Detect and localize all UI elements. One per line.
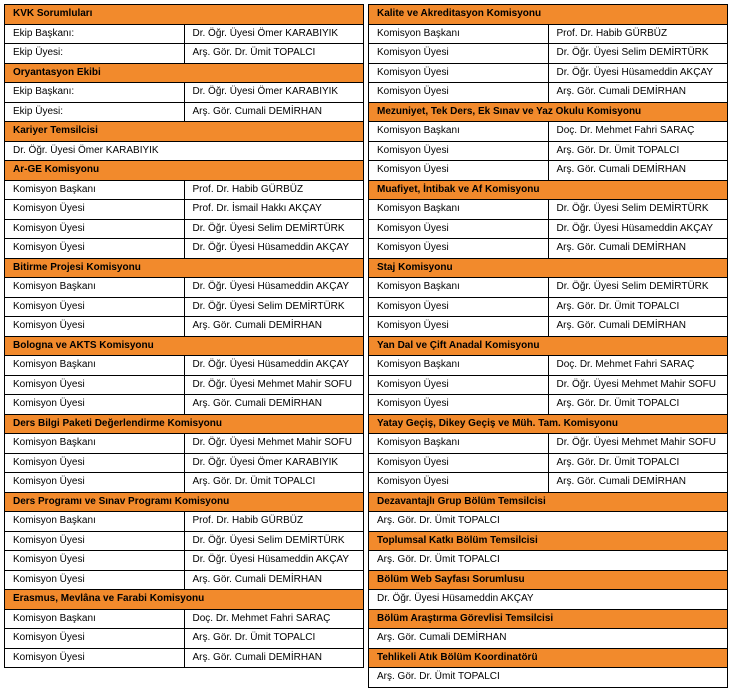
section-title: Kariyer Temsilcisi [5, 122, 364, 142]
section-title: Ders Programı ve Sınav Programı Komisyonu [5, 492, 364, 512]
role-label: Komisyon Başkanı [5, 434, 185, 454]
table-row [369, 668, 728, 688]
member-name: Prof. Dr. Habib GÜRBÜZ [184, 180, 364, 200]
member-name: Dr. Öğr. Üyesi Mehmet Mahir SOFU [548, 375, 728, 395]
left-committee-table [4, 4, 364, 668]
section-header-row [5, 414, 364, 434]
role-label: Komisyon Üyesi [5, 531, 185, 551]
table-row [369, 317, 728, 337]
table-row [369, 297, 728, 317]
role-label: Komisyon Üyesi [369, 317, 549, 337]
role-label: Komisyon Üyesi [5, 375, 185, 395]
role-label: Ekip Başkanı: [5, 83, 185, 103]
role-label: Komisyon Üyesi [369, 297, 549, 317]
member-name: Dr. Öğr. Üyesi Hüsameddin AKÇAY [184, 239, 364, 259]
member-name: Dr. Öğr. Üyesi Selim DEMİRTÜRK [548, 44, 728, 64]
role-label: Komisyon Başkanı [369, 122, 549, 142]
left-column [4, 4, 364, 668]
member-name: Arş. Gör. Dr. Ümit TOPALCI [548, 453, 728, 473]
section-header-row [369, 258, 728, 278]
table-row [5, 297, 364, 317]
table-row [369, 473, 728, 493]
role-label: Komisyon Üyesi [5, 200, 185, 220]
table-row [5, 200, 364, 220]
table-row [5, 219, 364, 239]
role-label: Komisyon Başkanı [369, 278, 549, 298]
member-name: Arş. Gör. Cumali DEMİRHAN [369, 629, 728, 649]
table-row [5, 141, 364, 161]
right-column [368, 4, 728, 688]
section-title: Ders Bilgi Paketi Değerlendirme Komisyonu [5, 414, 364, 434]
table-row [369, 239, 728, 259]
table-row [5, 317, 364, 337]
role-label: Ekip Üyesi: [5, 44, 185, 64]
member-name: Dr. Öğr. Üyesi Mehmet Mahir SOFU [184, 375, 364, 395]
section-header-row [369, 531, 728, 551]
member-name: Arş. Gör. Cumali DEMİRHAN [548, 83, 728, 103]
role-label: Komisyon Üyesi [369, 375, 549, 395]
section-header-row [5, 590, 364, 610]
section-header-row [5, 5, 364, 25]
section-title: Yatay Geçiş, Dikey Geçiş ve Müh. Tam. Komisyonu [369, 414, 728, 434]
role-label: Komisyon Üyesi [369, 44, 549, 64]
table-row [369, 200, 728, 220]
section-header-row [5, 161, 364, 181]
role-label: Komisyon Üyesi [5, 570, 185, 590]
section-header-row [5, 258, 364, 278]
section-header-row [369, 648, 728, 668]
member-name: Dr. Öğr. Üyesi Hüsameddin AKÇAY [184, 278, 364, 298]
section-title: Kalite ve Akreditasyon Komisyonu [369, 5, 728, 25]
table-row [369, 512, 728, 532]
member-name: Arş. Gör. Cumali DEMİRHAN [184, 570, 364, 590]
member-name: Dr. Öğr. Üyesi Ömer KARABIYIK [184, 83, 364, 103]
member-name: Dr. Öğr. Üyesi Hüsameddin AKÇAY [184, 551, 364, 571]
table-row [5, 609, 364, 629]
member-name: Prof. Dr. İsmail Hakkı AKÇAY [184, 200, 364, 220]
section-header-row [369, 102, 728, 122]
member-name: Arş. Gör. Cumali DEMİRHAN [548, 473, 728, 493]
table-row [369, 83, 728, 103]
member-name: Dr. Öğr. Üyesi Mehmet Mahir SOFU [548, 434, 728, 454]
section-title: KVK Sorumluları [5, 5, 364, 25]
role-label: Komisyon Başkanı [5, 180, 185, 200]
role-label: Komisyon Üyesi [369, 395, 549, 415]
table-row [5, 531, 364, 551]
role-label: Komisyon Üyesi [369, 239, 549, 259]
table-row [5, 629, 364, 649]
member-name: Arş. Gör. Dr. Ümit TOPALCI [548, 395, 728, 415]
role-label: Komisyon Üyesi [369, 473, 549, 493]
member-name: Arş. Gör. Cumali DEMİRHAN [184, 317, 364, 337]
member-name: Dr. Öğr. Üyesi Selim DEMİRTÜRK [184, 297, 364, 317]
table-row [5, 375, 364, 395]
section-title: Toplumsal Katkı Bölüm Temsilcisi [369, 531, 728, 551]
right-committee-table [368, 4, 728, 688]
section-title: Staj Komisyonu [369, 258, 728, 278]
table-row [5, 395, 364, 415]
section-title: Bitirme Projesi Komisyonu [5, 258, 364, 278]
role-label: Komisyon Üyesi [369, 453, 549, 473]
section-header-row [369, 414, 728, 434]
table-row [369, 590, 728, 610]
member-name: Dr. Öğr. Üyesi Hüsameddin AKÇAY [369, 590, 728, 610]
section-header-row [369, 336, 728, 356]
section-header-row [5, 492, 364, 512]
table-row [5, 102, 364, 122]
table-row [369, 551, 728, 571]
table-row [5, 180, 364, 200]
section-header-row [369, 492, 728, 512]
section-header-row [369, 570, 728, 590]
role-label: Komisyon Başkanı [369, 200, 549, 220]
member-name: Prof. Dr. Habib GÜRBÜZ [184, 512, 364, 532]
role-label: Komisyon Üyesi [5, 219, 185, 239]
section-header-row [369, 609, 728, 629]
section-header-row [5, 122, 364, 142]
table-row [5, 44, 364, 64]
section-title: Bölüm Web Sayfası Sorumlusu [369, 570, 728, 590]
member-name: Dr. Öğr. Üyesi Mehmet Mahir SOFU [184, 434, 364, 454]
section-title: Muafiyet, İntibak ve Af Komisyonu [369, 180, 728, 200]
role-label: Komisyon Başkanı [369, 356, 549, 376]
member-name: Arş. Gör. Dr. Ümit TOPALCI [548, 297, 728, 317]
member-name: Dr. Öğr. Üyesi Hüsameddin AKÇAY [184, 356, 364, 376]
member-name: Arş. Gör. Dr. Ümit TOPALCI [369, 668, 728, 688]
member-name: Dr. Öğr. Üyesi Ömer KARABIYIK [5, 141, 364, 161]
table-row [5, 239, 364, 259]
member-name: Arş. Gör. Dr. Ümit TOPALCI [184, 473, 364, 493]
table-row [369, 122, 728, 142]
section-title: Bölüm Araştırma Görevlisi Temsilcisi [369, 609, 728, 629]
role-label: Komisyon Üyesi [5, 395, 185, 415]
member-name: Dr. Öğr. Üyesi Selim DEMİRTÜRK [548, 200, 728, 220]
table-row [369, 44, 728, 64]
section-header-row [369, 180, 728, 200]
member-name: Dr. Öğr. Üyesi Selim DEMİRTÜRK [548, 278, 728, 298]
section-header-row [5, 336, 364, 356]
role-label: Komisyon Başkanı [5, 278, 185, 298]
table-row [369, 278, 728, 298]
member-name: Arş. Gör. Cumali DEMİRHAN [184, 102, 364, 122]
section-header-row [369, 5, 728, 25]
role-label: Komisyon Üyesi [369, 219, 549, 239]
role-label: Ekip Üyesi: [5, 102, 185, 122]
member-name: Dr. Öğr. Üyesi Hüsameddin AKÇAY [548, 219, 728, 239]
member-name: Doç. Dr. Mehmet Fahri SARAÇ [184, 609, 364, 629]
table-row [369, 629, 728, 649]
role-label: Komisyon Üyesi [5, 629, 185, 649]
table-row [5, 551, 364, 571]
member-name: Prof. Dr. Habib GÜRBÜZ [548, 24, 728, 44]
table-row [369, 141, 728, 161]
table-row [5, 434, 364, 454]
table-row [369, 395, 728, 415]
table-row [5, 512, 364, 532]
table-row [5, 473, 364, 493]
member-name: Dr. Öğr. Üyesi Ömer KARABIYIK [184, 24, 364, 44]
section-title: Tehlikeli Atık Bölüm Koordinatörü [369, 648, 728, 668]
member-name: Arş. Gör. Cumali DEMİRHAN [184, 648, 364, 668]
section-title: Ar-GE Komisyonu [5, 161, 364, 181]
member-name: Doç. Dr. Mehmet Fahri SARAÇ [548, 122, 728, 142]
section-title: Erasmus, Mevlâna ve Farabi Komisyonu [5, 590, 364, 610]
table-row [5, 356, 364, 376]
table-row [5, 83, 364, 103]
table-row [369, 375, 728, 395]
table-row [369, 63, 728, 83]
role-label: Komisyon Üyesi [5, 453, 185, 473]
role-label: Komisyon Üyesi [369, 161, 549, 181]
table-row [5, 24, 364, 44]
table-row [369, 356, 728, 376]
member-name: Dr. Öğr. Üyesi Selim DEMİRTÜRK [184, 219, 364, 239]
role-label: Komisyon Başkanı [369, 434, 549, 454]
section-header-row [5, 63, 364, 83]
table-row [369, 161, 728, 181]
role-label: Komisyon Üyesi [369, 83, 549, 103]
member-name: Arş. Gör. Cumali DEMİRHAN [548, 161, 728, 181]
table-row [369, 434, 728, 454]
member-name: Arş. Gör. Dr. Ümit TOPALCI [369, 512, 728, 532]
member-name: Dr. Öğr. Üyesi Hüsameddin AKÇAY [548, 63, 728, 83]
role-label: Komisyon Başkanı [369, 24, 549, 44]
table-row [5, 648, 364, 668]
member-name: Arş. Gör. Cumali DEMİRHAN [548, 239, 728, 259]
member-name: Dr. Öğr. Üyesi Selim DEMİRTÜRK [184, 531, 364, 551]
role-label: Komisyon Üyesi [5, 297, 185, 317]
role-label: Komisyon Üyesi [369, 141, 549, 161]
section-title: Oryantasyon Ekibi [5, 63, 364, 83]
table-row [369, 453, 728, 473]
role-label: Komisyon Üyesi [5, 648, 185, 668]
role-label: Komisyon Üyesi [5, 317, 185, 337]
role-label: Komisyon Üyesi [5, 473, 185, 493]
table-row [369, 24, 728, 44]
section-title: Yan Dal ve Çift Anadal Komisyonu [369, 336, 728, 356]
member-name: Dr. Öğr. Üyesi Ömer KARABIYIK [184, 453, 364, 473]
member-name: Arş. Gör. Dr. Ümit TOPALCI [184, 629, 364, 649]
role-label: Komisyon Üyesi [5, 239, 185, 259]
member-name: Arş. Gör. Cumali DEMİRHAN [184, 395, 364, 415]
member-name: Arş. Gör. Dr. Ümit TOPALCI [184, 44, 364, 64]
table-row [5, 570, 364, 590]
member-name: Arş. Gör. Dr. Ümit TOPALCI [369, 551, 728, 571]
role-label: Komisyon Başkanı [5, 356, 185, 376]
section-title: Mezuniyet, Tek Ders, Ek Sınav ve Yaz Okulu Komisyonu [369, 102, 728, 122]
table-row [5, 453, 364, 473]
role-label: Komisyon Üyesi [5, 551, 185, 571]
member-name: Arş. Gör. Dr. Ümit TOPALCI [548, 141, 728, 161]
role-label: Komisyon Başkanı [5, 512, 185, 532]
role-label: Ekip Başkanı: [5, 24, 185, 44]
role-label: Komisyon Başkanı [5, 609, 185, 629]
role-label: Komisyon Üyesi [369, 63, 549, 83]
section-title: Bologna ve AKTS Komisyonu [5, 336, 364, 356]
table-row [369, 219, 728, 239]
section-title: Dezavantajlı Grup Bölüm Temsilcisi [369, 492, 728, 512]
member-name: Doç. Dr. Mehmet Fahri SARAÇ [548, 356, 728, 376]
member-name: Arş. Gör. Cumali DEMİRHAN [548, 317, 728, 337]
table-row [5, 278, 364, 298]
